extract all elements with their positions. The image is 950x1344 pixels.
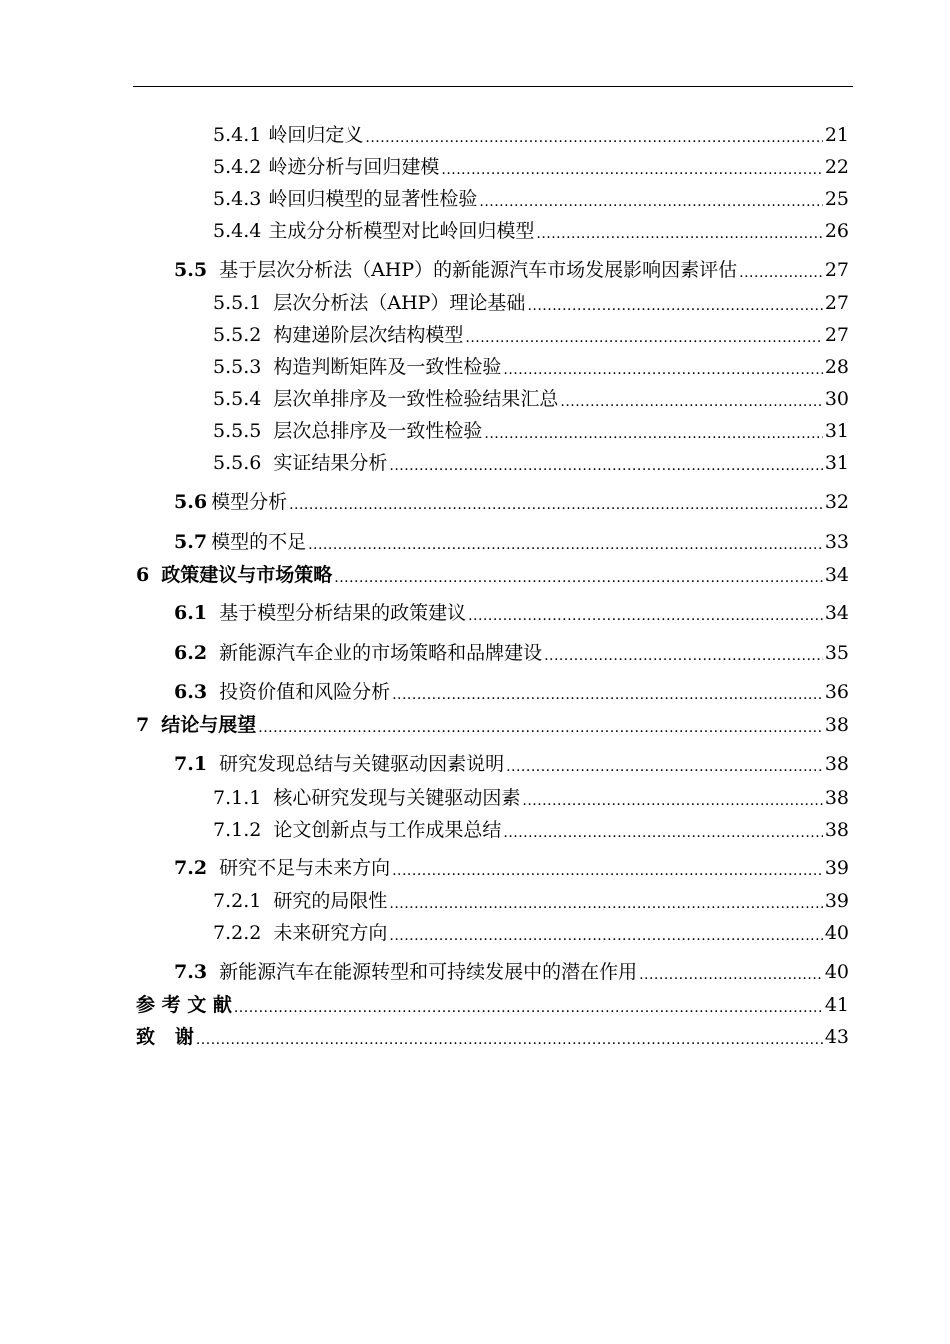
toc-entry-5-5-4[interactable] xyxy=(213,384,849,410)
toc-number: 6 xyxy=(136,564,150,586)
toc-title: 构建递阶层次结构模型 xyxy=(273,324,464,346)
dot-leader xyxy=(234,994,823,1016)
toc-page: 25 xyxy=(824,188,849,210)
toc-entry-6-1[interactable] xyxy=(174,598,849,624)
toc-title: 核心研究发现与关键驱动因素 xyxy=(273,787,521,809)
toc-entry-6-3[interactable] xyxy=(174,677,849,703)
toc-title: 政策建议与市场策略 xyxy=(161,564,333,586)
dot-leader xyxy=(522,787,822,809)
toc-entry-6-2[interactable] xyxy=(174,638,849,664)
toc-entry-7-1-1[interactable] xyxy=(213,783,849,809)
dot-leader xyxy=(392,681,823,703)
toc-number: 5.4.3 xyxy=(213,188,262,210)
toc-title: 岭回归定义 xyxy=(268,124,364,146)
toc-title: 研究的局限性 xyxy=(273,890,388,912)
toc-number: 7 xyxy=(136,714,150,736)
toc-number: 6.2 xyxy=(174,642,208,664)
toc-page: 39 xyxy=(824,857,849,879)
toc-number: 7.1.2 xyxy=(213,819,262,841)
dot-leader xyxy=(536,220,822,242)
toc-title: 主成分分析模型对比岭回归模型 xyxy=(268,220,535,242)
dot-leader xyxy=(527,292,822,314)
toc-entry-5-5[interactable] xyxy=(174,255,849,281)
toc-entry-7-2-2[interactable] xyxy=(213,918,849,944)
dot-leader xyxy=(506,753,823,775)
toc-page: 40 xyxy=(824,961,849,983)
toc-entry-7-2-1[interactable] xyxy=(213,886,849,912)
toc-title: 构造判断矩阵及一致性检验 xyxy=(273,356,502,378)
toc-page: 31 xyxy=(824,420,849,442)
toc-title: 岭迹分析与回归建模 xyxy=(268,156,440,178)
toc-title: 新能源汽车在能源转型和可持续发展中的潜在作用 xyxy=(219,961,638,983)
dot-leader xyxy=(503,819,822,841)
dot-leader xyxy=(258,714,823,736)
toc-number: 7.2.2 xyxy=(213,922,262,944)
toc-title: 模型的不足 xyxy=(211,531,307,553)
toc-number: 5.7 xyxy=(174,531,208,553)
toc-page: 31 xyxy=(824,452,849,474)
dot-leader xyxy=(289,491,823,513)
toc-entry-5-5-3[interactable] xyxy=(213,352,849,378)
toc-number: 5.5 xyxy=(174,259,208,281)
toc-entry-acknowledgements[interactable] xyxy=(136,1022,849,1048)
toc-page: 34 xyxy=(824,564,849,586)
toc-page: 35 xyxy=(824,642,849,664)
toc-entry-5-7[interactable] xyxy=(174,527,849,553)
dot-leader xyxy=(365,124,822,146)
toc-title: 层次分析法（AHP）理论基础 xyxy=(273,292,526,314)
toc-page: 32 xyxy=(824,491,849,513)
dot-leader xyxy=(465,324,822,346)
toc-page: 28 xyxy=(824,356,849,378)
toc-number: 7.3 xyxy=(174,961,208,983)
toc-title: 研究发现总结与关键驱动因素说明 xyxy=(219,753,505,775)
dot-leader xyxy=(739,259,823,281)
toc-number: 5.4.2 xyxy=(213,156,262,178)
toc-title: 新能源汽车企业的市场策略和品牌建设 xyxy=(219,642,543,664)
toc-page: 38 xyxy=(824,714,849,736)
toc-page: 22 xyxy=(824,156,849,178)
toc-entry-7-2[interactable] xyxy=(174,853,849,879)
toc-number: 5.5.2 xyxy=(213,324,262,346)
toc-page: 33 xyxy=(824,531,849,553)
toc-title: 论文创新点与工作成果总结 xyxy=(273,819,502,841)
toc-number: 5.6 xyxy=(174,491,208,513)
toc-number: 5.4.4 xyxy=(213,220,262,242)
toc-page: 38 xyxy=(824,753,849,775)
toc-title: 结论与展望 xyxy=(161,714,257,736)
toc-title: 岭回归模型的显著性检验 xyxy=(268,188,478,210)
toc-entry-7-1-2[interactable] xyxy=(213,815,849,841)
toc-entry-5-5-6[interactable] xyxy=(213,448,849,474)
toc-title: 实证结果分析 xyxy=(273,452,388,474)
toc-number: 5.5.3 xyxy=(213,356,262,378)
toc-number: 7.2.1 xyxy=(213,890,262,912)
toc-page: 26 xyxy=(824,220,849,242)
toc-number: 5.5.4 xyxy=(213,388,262,410)
dot-leader xyxy=(334,564,823,586)
toc-number: 5.5.5 xyxy=(213,420,262,442)
toc-page: 40 xyxy=(824,922,849,944)
toc-page: 27 xyxy=(824,292,849,314)
toc-number: 6.1 xyxy=(174,602,208,624)
toc-entry-5-6[interactable] xyxy=(174,487,849,513)
dot-leader xyxy=(389,922,822,944)
toc-entry-references[interactable] xyxy=(136,990,849,1016)
toc-entry-5-4-4[interactable] xyxy=(213,216,849,242)
dot-leader xyxy=(484,420,822,442)
dot-leader xyxy=(389,452,822,474)
toc-number: 7.2 xyxy=(174,857,208,879)
toc-page: 43 xyxy=(824,1026,849,1048)
dot-leader xyxy=(639,961,823,983)
toc-page: 36 xyxy=(824,681,849,703)
dot-leader xyxy=(479,188,822,210)
toc-entry-5-5-1[interactable] xyxy=(213,288,849,314)
toc-entry-7-3[interactable] xyxy=(174,957,849,983)
toc-page: 39 xyxy=(824,890,849,912)
toc-title: 层次单排序及一致性检验结果汇总 xyxy=(273,388,559,410)
toc-title: 层次总排序及一致性检验 xyxy=(273,420,483,442)
dot-leader xyxy=(560,388,822,410)
toc-entry-7-1[interactable] xyxy=(174,749,849,775)
toc-number: 7.1 xyxy=(174,753,208,775)
dot-leader xyxy=(196,1026,823,1048)
toc-title: 致 谢 xyxy=(136,1026,194,1048)
toc-number: 5.5.1 xyxy=(213,292,262,314)
toc-page: 38 xyxy=(824,819,849,841)
toc-title: 未来研究方向 xyxy=(273,922,388,944)
dot-leader xyxy=(441,156,822,178)
toc-page: 38 xyxy=(824,787,849,809)
toc-page: 21 xyxy=(824,124,849,146)
dot-leader xyxy=(308,531,823,553)
toc-title: 基于层次分析法（AHP）的新能源汽车市场发展影响因素评估 xyxy=(219,259,738,281)
toc-number: 6.3 xyxy=(174,681,208,703)
dot-leader xyxy=(389,890,822,912)
toc-page: 34 xyxy=(824,602,849,624)
toc-title: 基于模型分析结果的政策建议 xyxy=(219,602,467,624)
toc-page: 27 xyxy=(824,324,849,346)
toc-title: 投资价值和风险分析 xyxy=(219,681,391,703)
toc-page: 30 xyxy=(824,388,849,410)
toc-entry-5-5-2[interactable] xyxy=(213,320,849,346)
toc-entry-5-5-5[interactable] xyxy=(213,416,849,442)
toc-number: 5.4.1 xyxy=(213,124,262,146)
toc-entry-5-4-2[interactable] xyxy=(213,152,849,178)
toc-entry-7[interactable] xyxy=(136,710,849,736)
dot-leader xyxy=(544,642,823,664)
toc-title: 参 考 文 献 xyxy=(136,994,232,1016)
toc-entry-5-4-3[interactable] xyxy=(213,184,849,210)
toc-page: 27 xyxy=(824,259,849,281)
toc-page: 41 xyxy=(824,994,849,1016)
toc-title: 研究不足与未来方向 xyxy=(219,857,391,879)
toc-title: 模型分析 xyxy=(211,491,288,513)
dot-leader xyxy=(468,602,823,624)
toc-number: 7.1.1 xyxy=(213,787,262,809)
toc-entry-5-4-1[interactable] xyxy=(213,120,849,146)
toc-entry-6[interactable] xyxy=(136,560,849,586)
toc-number: 5.5.6 xyxy=(213,452,262,474)
dot-leader xyxy=(392,857,823,879)
dot-leader xyxy=(503,356,822,378)
